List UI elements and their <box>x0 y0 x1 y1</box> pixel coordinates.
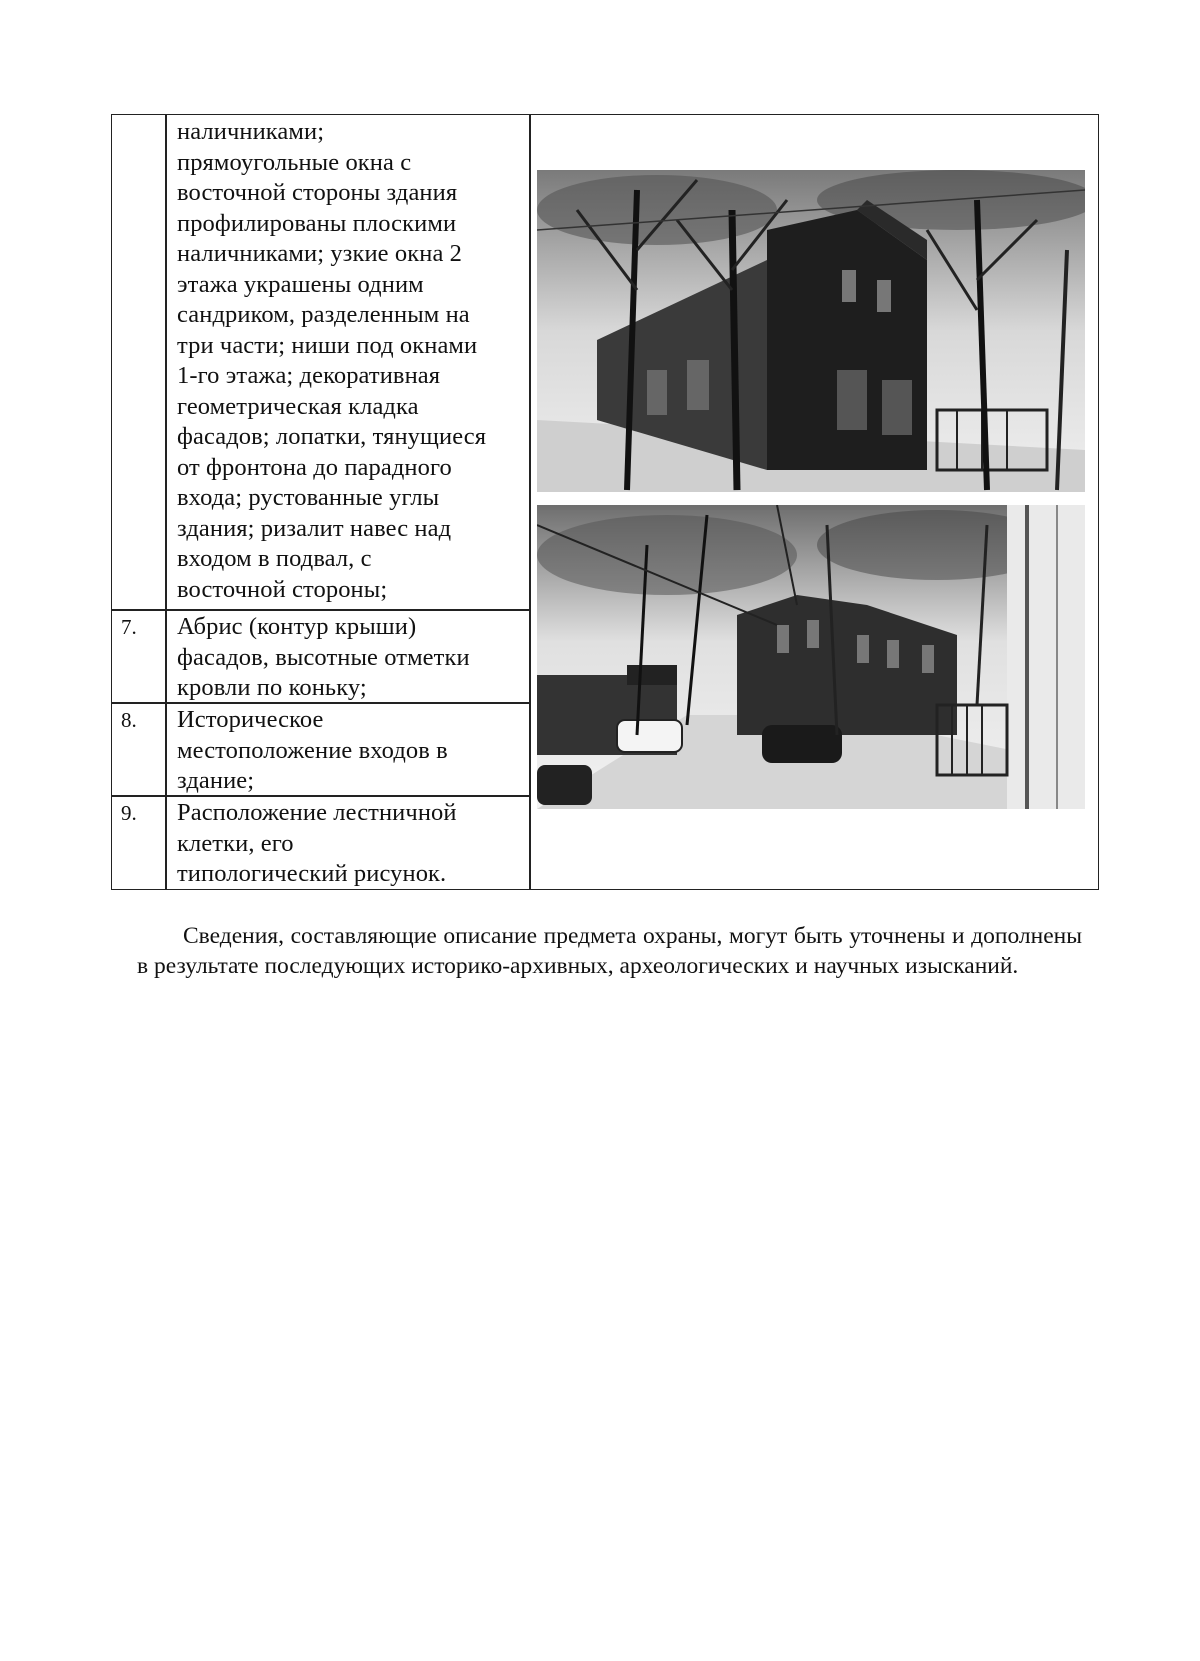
footer-paragraph <box>137 922 1082 981</box>
column-divider-photo <box>529 115 531 889</box>
row-divider-7 <box>112 609 530 611</box>
building-photo-bottom <box>537 505 1085 809</box>
building-photo-top <box>537 170 1085 492</box>
row-text-8: Историческое местоположение входов в здание; <box>177 706 448 794</box>
row-number-9: 9. <box>121 801 137 825</box>
footer-paragraph-text: Сведения, составляющие описание предмета охраны, могут быть уточнены и дополнены в результате последующих историко-архивных, археологических и научных изысканий. <box>137 923 1082 979</box>
column-divider-number <box>165 115 167 889</box>
table-cell-continued-text: наличниками; прямоугольные окна с восточной стороны здания профилированы плоскими наличниками; узкие окна 2 этажа украшены одним сандриком, разделенным на три части; ниши под окнами 1-го этажа; декоративная геометрическая кладка фасадов; лопатки, тянущиеся от фронтона до парадного входа; рустованные углы здания; ризалит навес над входом в подвал, с восточной стороны; <box>177 118 487 603</box>
row-text-9: Расположение лестничной клетки, его типологический рисунок. <box>177 799 457 887</box>
row-number-7: 7. <box>121 615 137 639</box>
row-text-7: Абрис (контур крыши) фасадов, высотные отметки кровли по коньку; <box>177 613 470 701</box>
description-table <box>111 114 1099 890</box>
row-number-8: 8. <box>121 708 137 732</box>
